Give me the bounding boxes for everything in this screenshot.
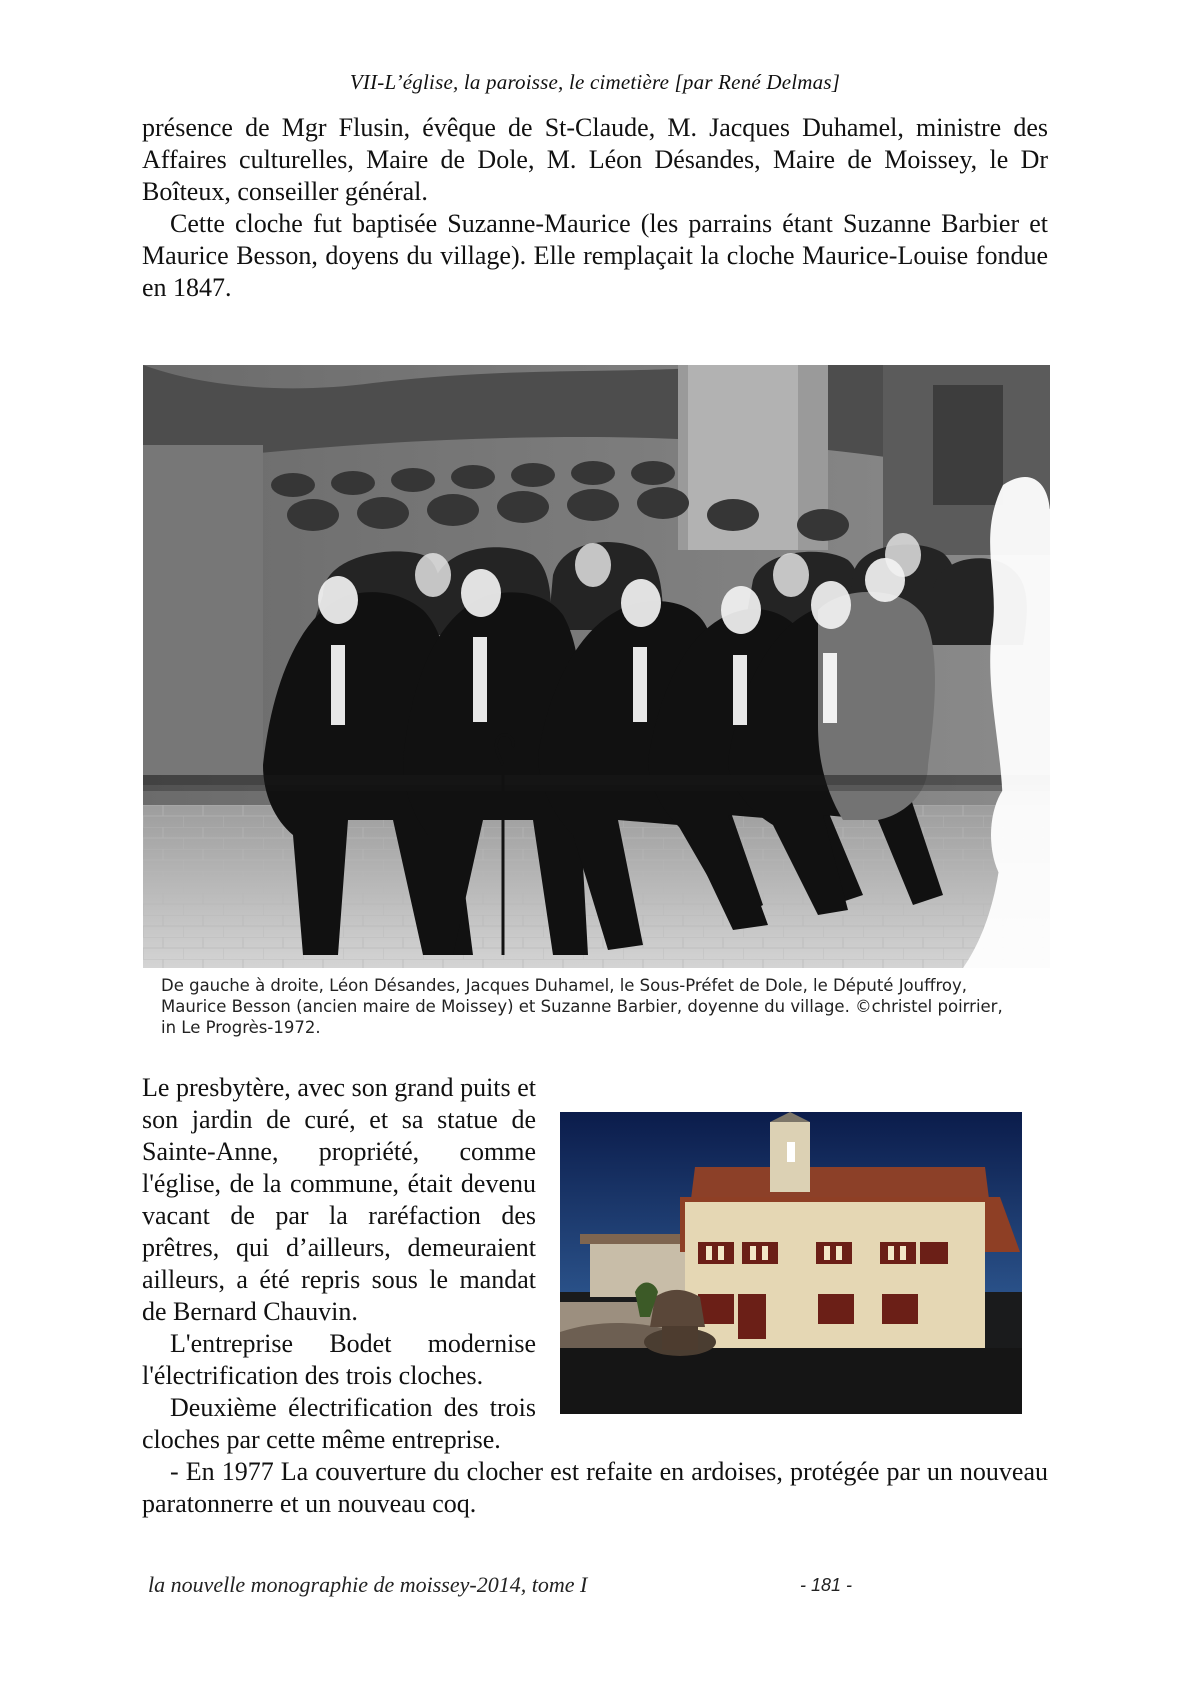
body-paragraph-3: Deuxième électrification des trois cloches par cette même entreprise. xyxy=(142,1393,536,1454)
presbytery-image xyxy=(560,1112,1022,1414)
church-photo-caption: De gauche à droite, Léon Désandes, Jacques Duhamel, le Sous-Préfet de Dole, le Député Jouffroy, Maurice Besson (ancien maire de Moissey) et Suzanne Barbier, doyenne du village. ©christel poirrier, in Le Progrès-1972. xyxy=(161,976,1003,1037)
intro-text xyxy=(142,112,1048,304)
wrapped-text-column xyxy=(142,1072,536,1456)
footer-publication: la nouvelle monographie de moissey-2014, tome I xyxy=(148,1572,588,1597)
closing-text xyxy=(142,1456,1048,1520)
church-ceremony-photo xyxy=(143,365,1050,968)
running-header: VII-L’église, la paroisse, le cimetière [par René Delmas] xyxy=(349,70,841,94)
church-ceremony-image xyxy=(143,365,1050,968)
body-paragraph-4: - En 1977 La couverture du clocher est refaite en ardoises, protégée par un nouveau paratonnerre et un nouveau coq. xyxy=(142,1457,1048,1518)
body-paragraph-1: Le presbytère, avec son grand puits et son jardin de curé, et sa statue de Sainte-Anne, propriété, comme l'église, de la commune, était devenu vacant de par la raréfaction des prêtres, qui d’ailleurs, demeuraient ailleurs, a été repris sous le mandat de Bernard Chauvin. xyxy=(142,1073,536,1326)
intro-paragraph-1: présence de Mgr Flusin, évêque de St-Claude, M. Jacques Duhamel, ministre des Affaires culturelles, Maire de Dole, M. Léon Désandes, Maire de Moissey, le Dr Boîteux, conseiller général. xyxy=(142,113,1048,206)
intro-paragraph-2: Cette cloche fut baptisée Suzanne-Maurice (les parrains étant Suzanne Barbier et Maurice Besson, doyens du village). Elle remplaçait la cloche Maurice-Louise fondue en 1847. xyxy=(142,209,1048,302)
presbytery-photo xyxy=(560,1112,1022,1414)
body-paragraph-2: L'entreprise Bodet modernise l'électrification des trois cloches. xyxy=(142,1329,536,1390)
page-number: - 181 - xyxy=(800,1575,853,1595)
